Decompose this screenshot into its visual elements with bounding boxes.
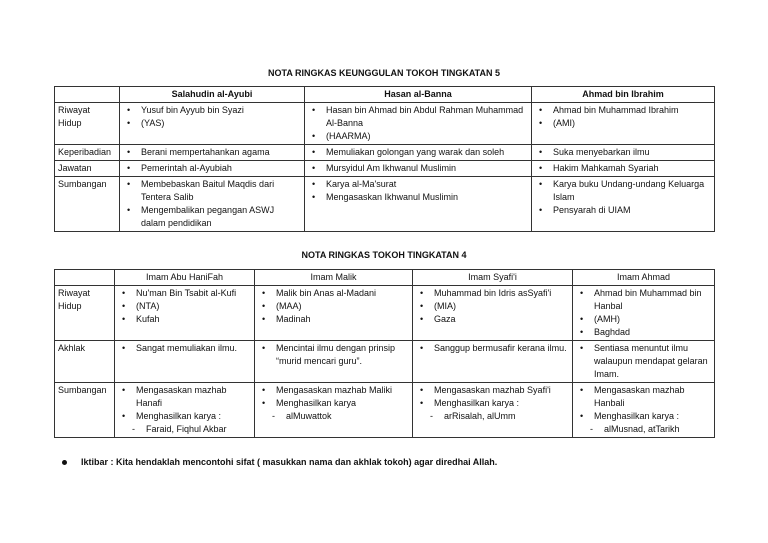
cell-list <box>123 146 301 159</box>
cell-list <box>308 104 528 143</box>
nota5-title: NOTA RINGKAS KEUNGGULAN TOKOH TINGKATAN 5 <box>268 68 500 78</box>
cell-list <box>123 178 301 230</box>
cell-list <box>576 384 711 436</box>
sub-list-item: - Faraid, Fiqhul Akbar <box>118 423 251 436</box>
cell-list <box>308 178 528 204</box>
row-label: Riwayat Hidup <box>55 286 115 341</box>
list-item: • Ahmad bin Muhammad Ibrahim <box>535 104 711 117</box>
list-item: • Menghasilkan karya : <box>416 397 569 410</box>
list-item: • Sanggup bermusafir kerana ilmu. <box>416 342 569 355</box>
table-cell <box>120 177 305 232</box>
list-item: • Nu'man Bin Tsabit al-Kufi <box>118 287 251 300</box>
table-row <box>55 341 715 383</box>
list-item: • Karya al-Ma'surat <box>308 178 528 191</box>
table-cell <box>120 145 305 161</box>
row-label: Keperibadian <box>55 145 120 161</box>
cell-list <box>118 342 251 355</box>
list-item: • (NTA) <box>118 300 251 313</box>
list-item: • (HAARMA) <box>308 130 528 143</box>
list-item: • Membebaskan Baitul Maqdis dari Tentera Salib <box>123 178 301 204</box>
sub-list-item: - alMusnad, atTarikh <box>576 423 711 436</box>
iktibar-text: Iktibar : Kita hendaklah mencontohi sifat ( masukkan nama dan akhlak tokoh) agar diredhai Allah. <box>81 457 498 467</box>
list-item: • Muhammad bin Idris asSyafi'i <box>416 287 569 300</box>
table-cell <box>255 341 413 383</box>
cell-list <box>258 287 409 326</box>
list-item: • Hakim Mahkamah Syariah <box>535 162 711 175</box>
cell-list <box>576 342 711 381</box>
cell-list <box>123 104 301 130</box>
table-cell <box>255 286 413 341</box>
list-item: • Baghdad <box>576 326 711 339</box>
list-item: • (MIA) <box>416 300 569 313</box>
list-item: • Ahmad bin Muhammad bin Hanbal <box>576 287 711 313</box>
table-row <box>55 145 715 161</box>
table-cell <box>305 177 532 232</box>
list-item: • Memuliakan golongan yang warak dan soleh <box>308 146 528 159</box>
list-item: • Suka menyebarkan ilmu <box>535 146 711 159</box>
table-cell <box>532 161 715 177</box>
nota4-title: NOTA RINGKAS TOKOH TINGKATAN 4 <box>301 250 467 260</box>
table-cell <box>532 103 715 145</box>
list-item: • Mengasaskan mazhab Hanafi <box>118 384 251 410</box>
list-item: • Sangat memuliakan ilmu. <box>118 342 251 355</box>
cell-list <box>576 287 711 339</box>
list-item: • Mengasaskan mazhab Syafi'i <box>416 384 569 397</box>
list-item: • Kufah <box>118 313 251 326</box>
table-row <box>55 103 715 145</box>
list-item: • Berani mempertahankan agama <box>123 146 301 159</box>
cell-list <box>535 162 711 175</box>
row-label: Jawatan <box>55 161 120 177</box>
list-item: • Menghasilkan karya <box>258 397 409 410</box>
bullet-icon <box>62 460 67 465</box>
cell-list <box>308 146 528 159</box>
table-cell <box>573 341 715 383</box>
cell-list <box>416 342 569 355</box>
cell-list <box>118 287 251 326</box>
row-label: Akhlak <box>55 341 115 383</box>
cell-list <box>535 104 711 130</box>
list-item: • Pensyarah di UIAM <box>535 204 711 217</box>
table-cell <box>413 383 573 438</box>
cell-list <box>416 384 569 423</box>
cell-list <box>535 178 711 217</box>
cell-list <box>258 384 409 423</box>
list-item: • Sentiasa menuntut ilmu walaupun mendapat gelaran Imam. <box>576 342 711 381</box>
list-item: • Pemerintah al-Ayubiah <box>123 162 301 175</box>
table-cell <box>120 161 305 177</box>
cell-list <box>118 384 251 436</box>
list-item: • Madinah <box>258 313 409 326</box>
nota4-table <box>54 269 715 438</box>
header-salahudin: Salahudin al-Ayubi <box>120 87 305 103</box>
table-row <box>55 177 715 232</box>
header-malik: Imam Malik <box>255 270 413 286</box>
table-cell <box>120 103 305 145</box>
table-cell <box>115 286 255 341</box>
list-item: • Menghasilkan karya : <box>576 410 711 423</box>
table-cell <box>255 383 413 438</box>
table-cell <box>532 177 715 232</box>
list-item: • Mengasaskan mazhab Hanbali <box>576 384 711 410</box>
table-cell <box>115 383 255 438</box>
header-abu-hanifah: Imam Abu HaniFah <box>115 270 255 286</box>
header-hasan: Hasan al-Banna <box>305 87 532 103</box>
list-item: • (AMI) <box>535 117 711 130</box>
list-item: • Yusuf bin Ayyub bin Syazi <box>123 104 301 117</box>
cell-list <box>535 146 711 159</box>
table-cell <box>305 103 532 145</box>
list-item: • Mencintai ilmu dengan prinsip “murid mencari guru”. <box>258 342 409 368</box>
table-row <box>55 383 715 438</box>
nota5-table <box>54 86 715 232</box>
sub-list-item: - arRisalah, alUmm <box>416 410 569 423</box>
table-cell <box>573 383 715 438</box>
header-ahmad: Imam Ahmad <box>573 270 715 286</box>
table-row <box>55 286 715 341</box>
list-item: • Mursyidul Am Ikhwanul Muslimin <box>308 162 528 175</box>
list-item: • Hasan bin Ahmad bin Abdul Rahman Muhammad Al-Banna <box>308 104 528 130</box>
table-cell <box>115 341 255 383</box>
table-row <box>55 161 715 177</box>
sub-list-item: - alMuwattok <box>258 410 409 423</box>
table-cell <box>305 145 532 161</box>
table-cell <box>532 145 715 161</box>
cell-list <box>416 287 569 326</box>
list-item: • Karya buku Undang-undang Keluarga Islam <box>535 178 711 204</box>
list-item: • Mengembalikan pegangan ASWJ dalam pendidikan <box>123 204 301 230</box>
table-cell <box>413 341 573 383</box>
cell-list <box>308 162 528 175</box>
table-cell <box>573 286 715 341</box>
iktibar-note <box>62 457 497 467</box>
row-label: Sumbangan <box>55 383 115 438</box>
header-syafii: Imam Syafi'i <box>413 270 573 286</box>
row-label: Sumbangan <box>55 177 120 232</box>
list-item: • Gaza <box>416 313 569 326</box>
list-item: • Malik bin Anas al-Madani <box>258 287 409 300</box>
header-ahmad-ibrahim: Ahmad bin Ibrahim <box>532 87 715 103</box>
row-label: Riwayat Hidup <box>55 103 120 145</box>
list-item: • (MAA) <box>258 300 409 313</box>
list-item: • Menghasilkan karya : <box>118 410 251 423</box>
cell-list <box>258 342 409 368</box>
table-cell <box>413 286 573 341</box>
list-item: • Mengasaskan Ikhwanul Muslimin <box>308 191 528 204</box>
nota5-corner <box>55 87 120 103</box>
list-item: • Mengasaskan mazhab Maliki <box>258 384 409 397</box>
table-cell <box>305 161 532 177</box>
list-item: • (YAS) <box>123 117 301 130</box>
list-item: • (AMH) <box>576 313 711 326</box>
nota4-corner <box>55 270 115 286</box>
cell-list <box>123 162 301 175</box>
